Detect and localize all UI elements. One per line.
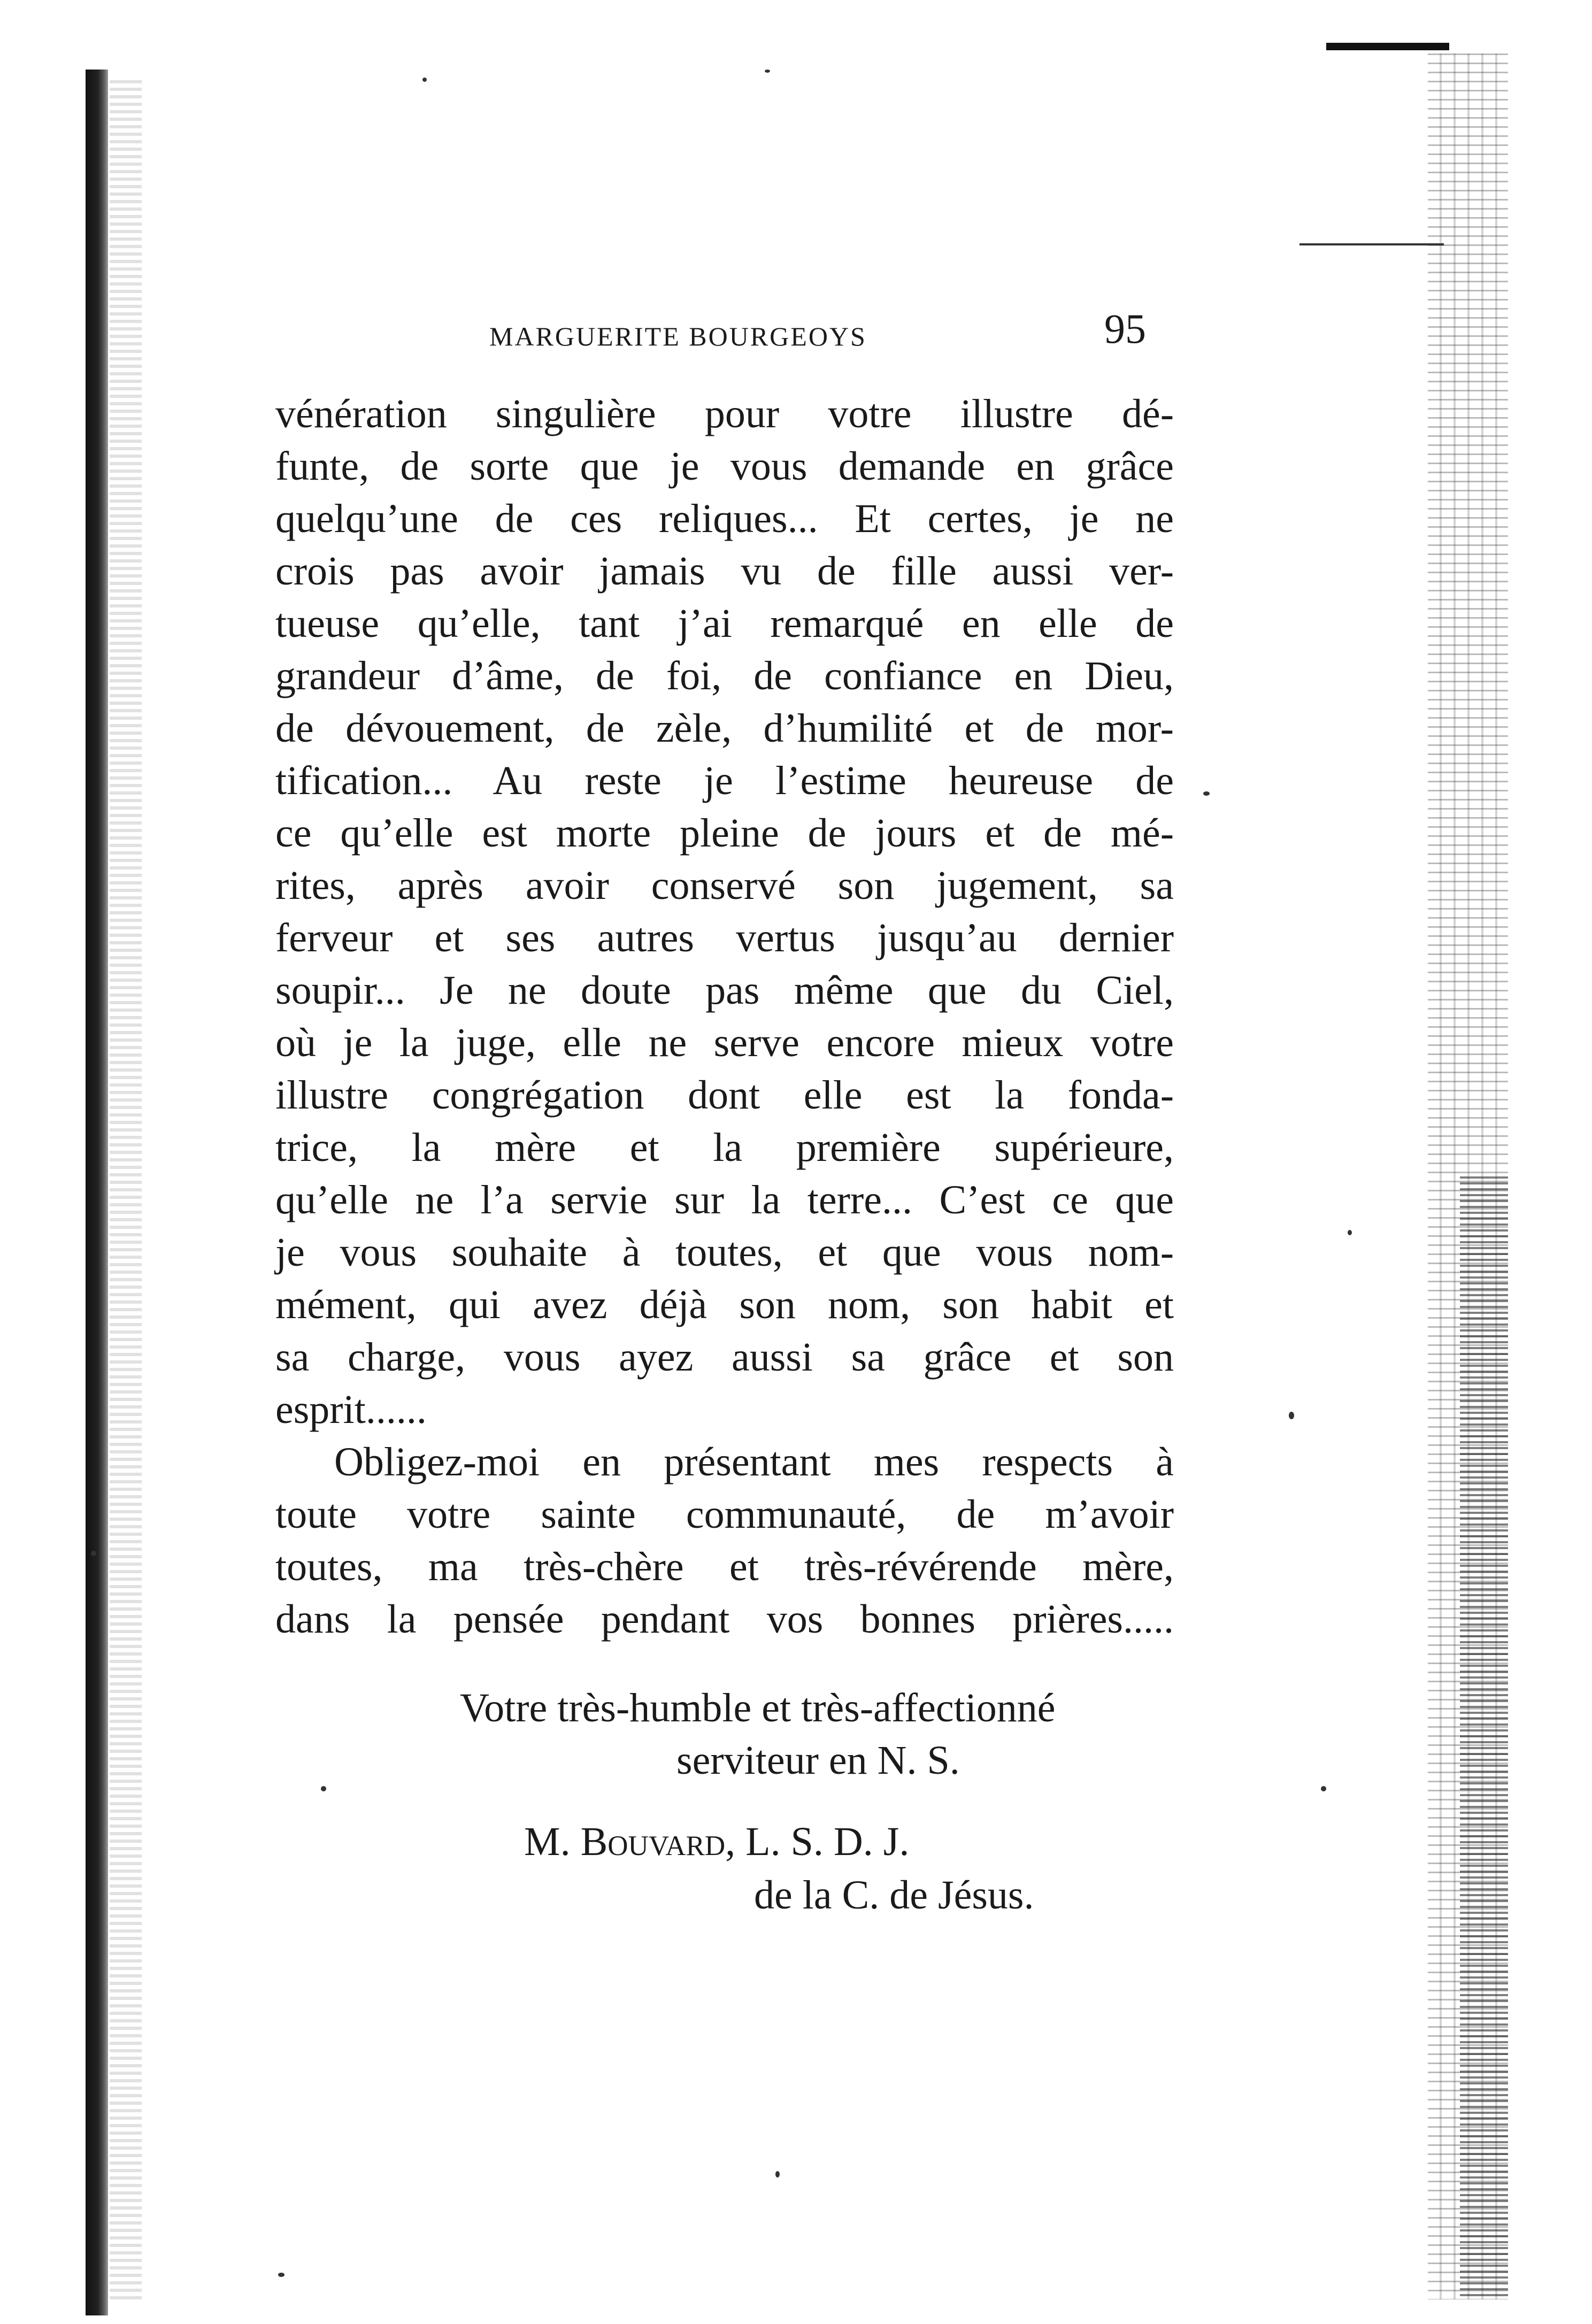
text-line: mément, qui avez déjà son nom, son habit et: [275, 1282, 1174, 1327]
text-line: tification... Au reste je l’estime heureuse de: [275, 758, 1174, 803]
signature-name: [524, 1815, 909, 1868]
dust-speck: [422, 78, 427, 82]
signature-initials: , L. S. D. J.: [725, 1819, 910, 1864]
text-line: je vous souhaite à toutes, et que vous nom-: [275, 1230, 1174, 1275]
running-head: [275, 305, 1174, 364]
spine-edge-texture: [110, 80, 142, 2299]
text-line: ferveur et ses autres vertus jusqu’au dernier: [275, 915, 1174, 960]
text-block: [275, 305, 1174, 1645]
salutation-line-2: serviteur en N. S.: [676, 1738, 960, 1783]
running-title: MARGUERITE BOURGEOYS: [489, 321, 867, 351]
text-line: trice, la mère et la première supérieure,: [275, 1125, 1174, 1170]
text-line: soupir... Je ne doute pas même que du Ciel,: [275, 968, 1174, 1013]
text-line: esprit......: [275, 1387, 427, 1432]
text-line: de dévouement, de zèle, d’humilité et de mor-: [275, 706, 1174, 751]
dust-speck: [321, 1786, 326, 1791]
text-line: crois pas avoir jamais vu de fille aussi ver-: [275, 549, 1174, 594]
text-line: quelqu’une de ces reliques... Et certes, je ne: [275, 496, 1174, 541]
signature-prefix: M.: [524, 1819, 571, 1864]
text-line: vénération singulière pour votre illustre dé-: [275, 391, 1174, 436]
text-line: tueuse qu’elle, tant j’ai remarqué en elle de: [275, 601, 1174, 646]
text-line: toutes, ma très-chère et très-révérende mère,: [275, 1544, 1174, 1589]
dust-speck: [765, 70, 770, 73]
dust-speck: [1289, 1412, 1294, 1419]
text-line: rites, après avoir conservé son jugement, sa: [275, 863, 1174, 908]
text-line: grandeur d’âme, de foi, de confiance en Dieu,: [275, 653, 1174, 698]
text-line: où je la juge, elle ne serve encore mieux votre: [275, 1020, 1174, 1065]
text-line: dans la pensée pendant vos bonnes prières.....: [275, 1597, 1174, 1642]
dust-speck: [775, 2171, 780, 2177]
dust-speck: [1321, 1786, 1326, 1791]
text-line: funte, de sorte que je vous demande en grâce: [275, 444, 1174, 489]
text-line: sa charge, vous ayez aussi sa grâce et son: [275, 1335, 1174, 1380]
text-line: Obligez-moi en présentant mes respects à: [334, 1440, 1174, 1484]
dust-speck: [91, 1551, 96, 1556]
salutation-line-1: Votre très-humble et très-affectionné: [460, 1686, 1056, 1730]
text-line: qu’elle ne l’a servie sur la terre... C’est ce que: [275, 1178, 1174, 1222]
dust-speck: [1348, 1230, 1352, 1235]
page-edge-dark-texture: [1460, 1176, 1508, 2299]
book-spine-shadow: [86, 70, 108, 2315]
corner-rule: [1299, 243, 1444, 245]
dust-speck: [278, 2273, 284, 2277]
signature-affiliation: de la C. de Jésus.: [754, 1873, 1034, 1918]
text-line: toute votre sainte communauté, de m’avoir: [275, 1492, 1174, 1537]
text-line: ce qu’elle est morte pleine de jours et de mé-: [275, 811, 1174, 856]
dust-speck: [1203, 791, 1210, 796]
page-number: 95: [1104, 305, 1146, 352]
signature-surname: Bouvard: [580, 1819, 726, 1864]
body-paragraph: [275, 388, 1174, 1436]
closing-paragraph: [275, 1436, 1174, 1645]
text-line: illustre congrégation dont elle est la fonda-: [275, 1073, 1174, 1118]
corner-mark: [1326, 43, 1449, 50]
